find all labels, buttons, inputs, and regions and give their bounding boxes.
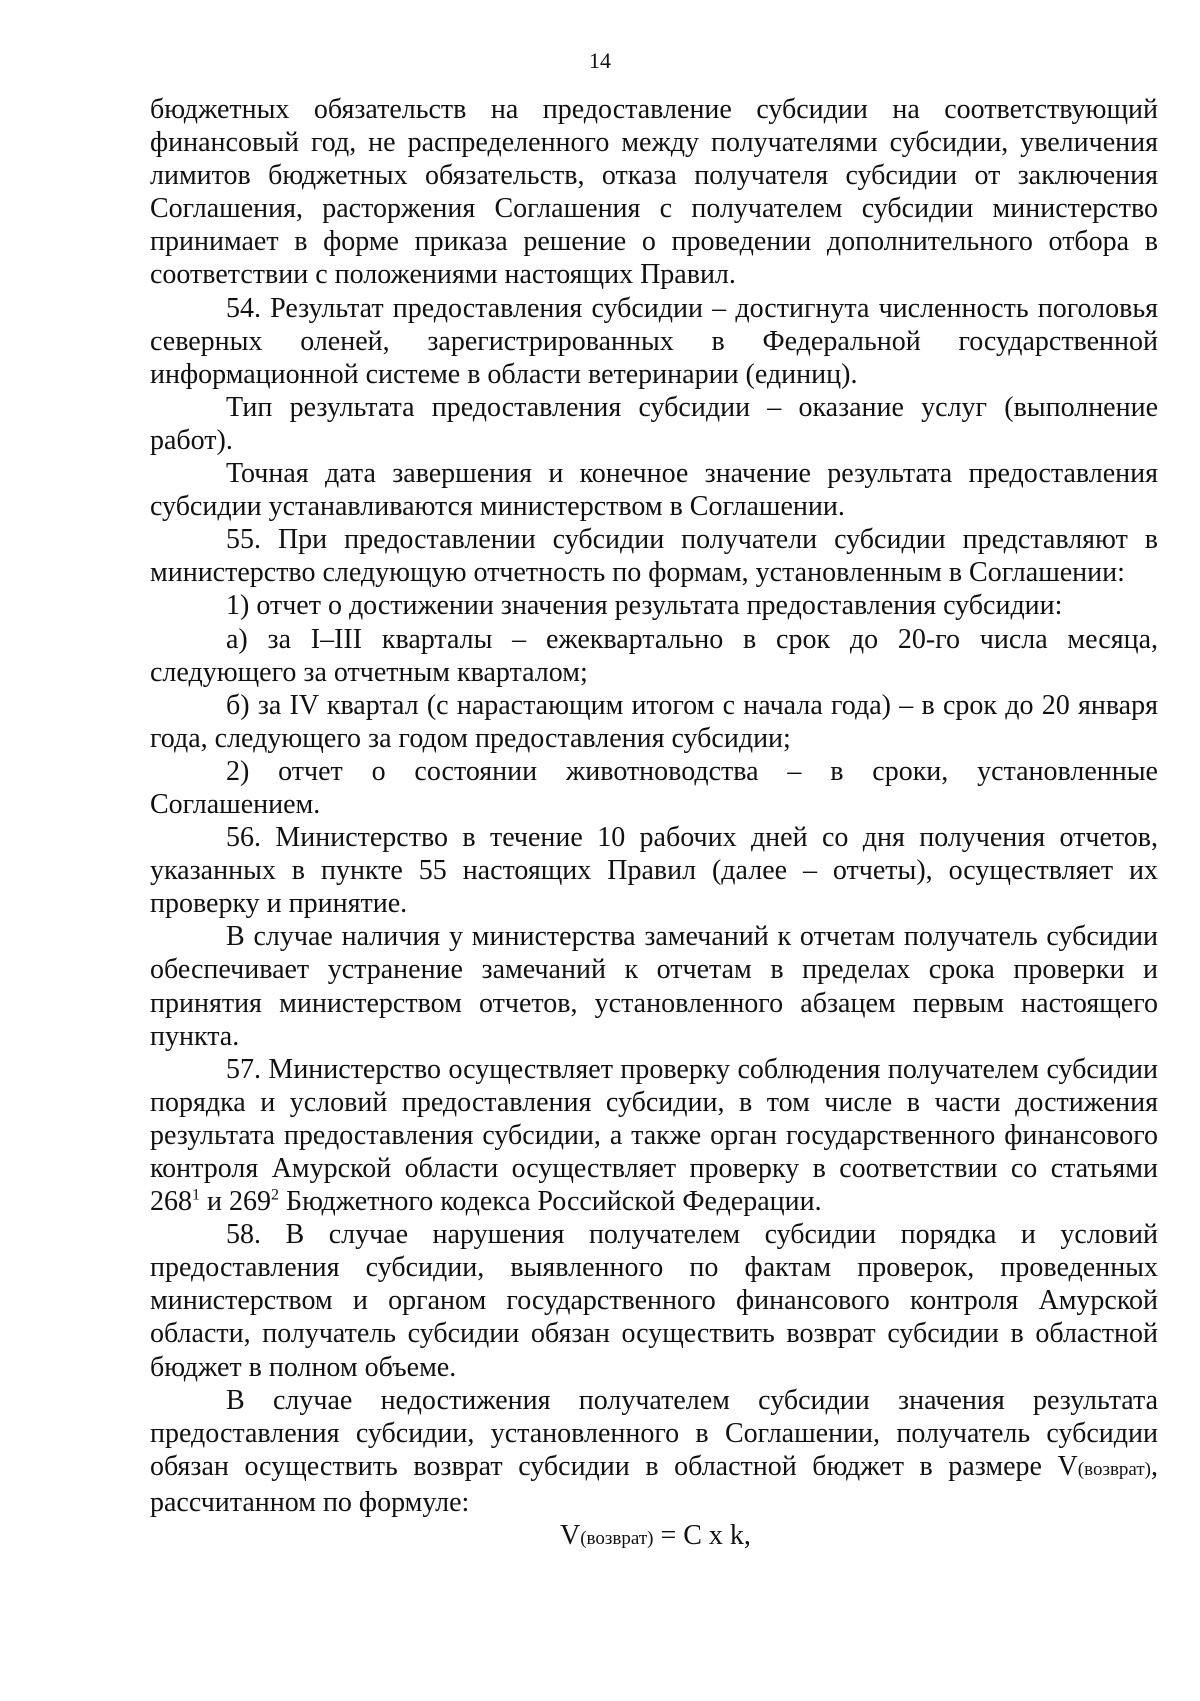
subscript-label: (возврат) [1077, 1458, 1151, 1480]
paragraph-58: 58. В случае нарушения получателем субсидии порядка и условий предоставления субсидии, выявленного по фактам проверок, проведенных министерством и органом государственного финансового контроля Амурской области, получатель субсидии обязан осуществить возврат субсидии в областной бюджет в полном объеме. [150, 1219, 1158, 1383]
paragraph-57-text: 57. Министерство осуществляет проверку соблюдения получателем субсидии порядка и условий предоставления субсидии, в том числе в части достижения результата предоставления субсидии, а также орган государственного финансового контроля Амурской области осуществляет проверку в соответствии со статьями 268 [150, 1053, 1158, 1218]
paragraph: а) за I–III кварталы – ежеквартально в срок до 20-го числа месяца, следующего за отчетным кварталом; [150, 623, 1158, 688]
paragraph: 1) отчет о достижении значения результата предоставления субсидии: [226, 590, 1063, 622]
return-formula [150, 1519, 1158, 1555]
paragraph: бюджетных обязательств на предоставление субсидии на соответствующий финансовый год, не распределенного между получателями субсидии, увеличения лимитов бюджетных обязательств, отказа получателя субсидии от заключения Соглашения, расторжения Соглашения с получателем субсидии министерство принимает в форме приказа решение о проведении дополнительного отбора в соответствии с положениями настоящих Правил. [150, 94, 1158, 291]
footnote-superscript: 1 [192, 1186, 200, 1204]
paragraph: 54. Результат предоставления субсидии – достигнута численность поголовья северных оленей, зарегистрированных в Федеральной государственной информационной системе в области ветеринарии (единиц). [150, 292, 1158, 390]
paragraph: 2) отчет о состоянии животноводства – в сроки, установленные Соглашением. [150, 755, 1158, 820]
paragraph-58-return [150, 1384, 1158, 1519]
paragraph-57 [150, 1053, 1158, 1218]
paragraph: 55. При предоставлении субсидии получатели субсидии представляют в министерство следующую отчетность по формам, установленным в Соглашении: [150, 524, 1158, 589]
document-body [150, 93, 1158, 1555]
paragraph: б) за IV квартал (с нарастающим итогом с начала года) – в срок до 20 января года, следующего за годом предоставления субсидии; [150, 689, 1158, 754]
paragraph: В случае наличия у министерства замечаний к отчетам получатель субсидии обеспечивает устранение замечаний к отчетам в пределах срока проверки и принятия министерством отчетов, установленного абзацем первым настоящего пункта. [150, 921, 1158, 1052]
paragraph-text: , рассчитанном по формуле: [150, 1450, 1158, 1518]
paragraph-57-text: и 269 [200, 1186, 271, 1218]
formula-lhs: V [560, 1520, 581, 1552]
paragraph: Тип результата предоставления субсидии – оказание услуг (выполнение работ). [150, 391, 1158, 456]
paragraph-57-text: Бюджетного кодекса Российской Федерации. [278, 1186, 822, 1218]
formula-rhs: = C x k, [653, 1520, 751, 1552]
paragraph-text: В случае недостижения получателем субсидии значения результата предоставления субсидии, установленного в Соглашении, получатель субсидии обязан осуществить возврат субсидии в областной бюджет в размере V [150, 1384, 1158, 1482]
paragraph: 56. Министерство в течение 10 рабочих дней со дня получения отчетов, указанных в пункте 55 настоящих Правил (далее – отчеты), осуществляет их проверку и принятие. [150, 822, 1158, 920]
paragraph: Точная дата завершения и конечное значение результата предоставления субсидии устанавливаются министерством в Соглашении. [150, 458, 1158, 523]
footnote-superscript: 2 [270, 1186, 279, 1204]
page-number: 14 [589, 48, 611, 73]
formula-subscript: (возврат) [580, 1528, 654, 1550]
